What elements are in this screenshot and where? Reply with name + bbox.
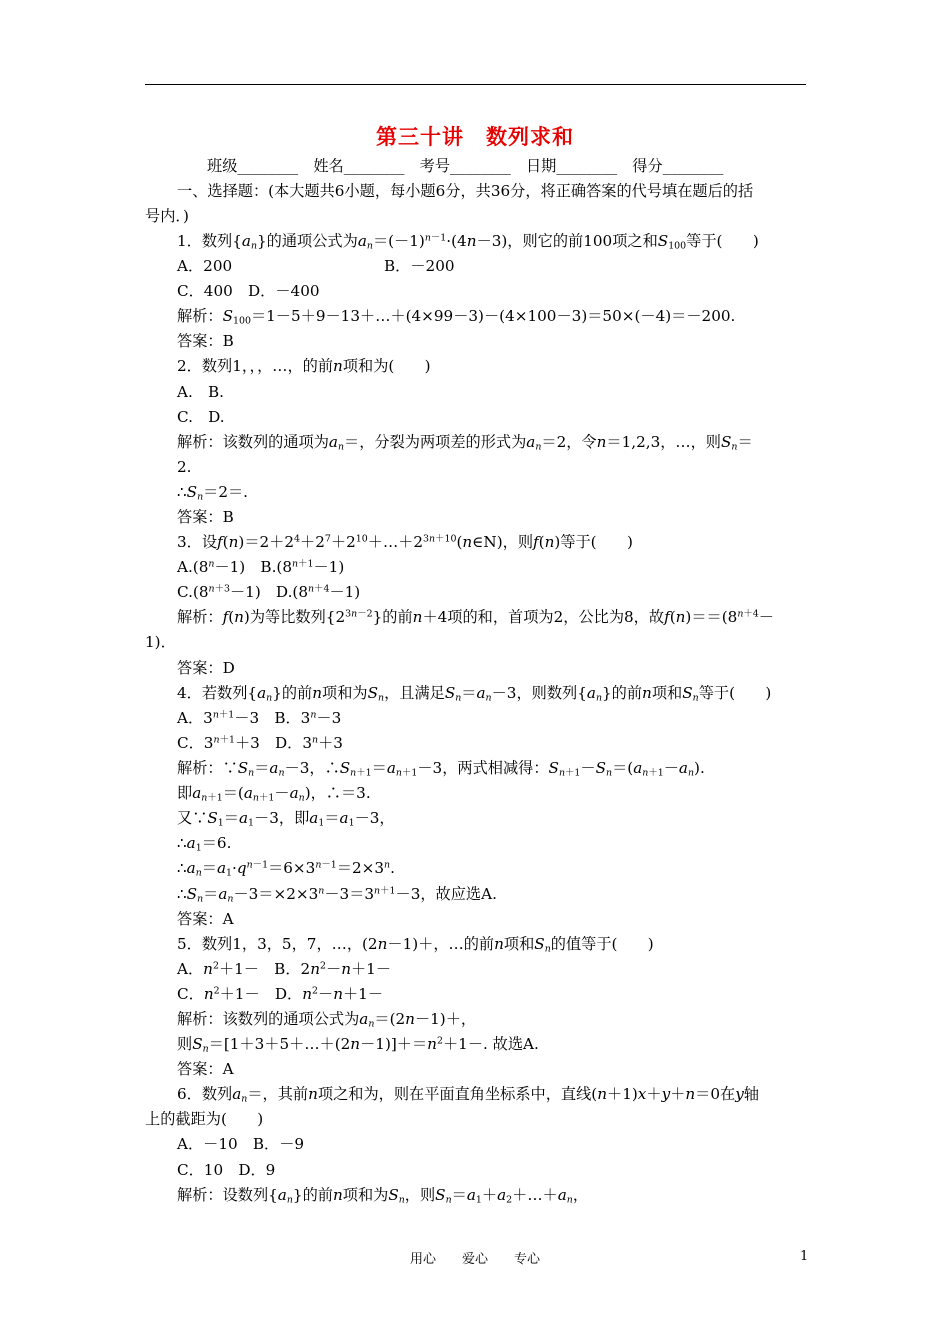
text-line: 解析：f(n)为等比数列$\{2^{3n-2}\}$的前n＋4项的和，首项为2，公比为8，故$f(n)==(8^{n+4}-$	[177, 608, 774, 626]
text-line: 解析：该数列的通项公式为$a_n=(2n-1)+$，	[177, 1010, 477, 1030]
text-line: $\therefore S_n=2=$.	[177, 483, 249, 503]
page-number: 1	[800, 1249, 809, 1264]
text-line: 解析：该数列的通项为$a_n=$，分裂为两项差的形式为$a_n=2$，令n＝1,2,3，…，则$S_n=$	[177, 433, 753, 453]
text-line: 解析：设数列$\{a_n\}$的前n项和为$S_n$，则$S_n=a_1+a_2+\dots+a_n$，	[177, 1186, 589, 1206]
text-line: 上的截距为( )	[145, 1110, 264, 1128]
text-line: 号内．)	[145, 207, 189, 225]
text-line: $A.(8^n-1)$ $B.(8^{n+1}-1)$	[177, 558, 345, 576]
text-line: C．400 D．－400	[177, 282, 320, 300]
text-line: 答案：B	[177, 508, 234, 526]
text-line: A．200 B．－200	[177, 257, 455, 275]
student-info-line: 班级________ 姓名________ 考号________ 日期________ 得分________	[207, 157, 724, 175]
text-line: 则$S_n=[1+3+5+\dots+(2n-1)]+=n^2+1-$. 故选A.	[177, 1035, 539, 1055]
text-line: A．－10 B．－9	[177, 1135, 305, 1153]
text-line: A．$n^2+1-$ B．$2n^2-n+1-$	[177, 960, 392, 978]
footer-text: 用心 爱心 专心	[409, 1252, 540, 1267]
text-line: 答案：A	[177, 910, 234, 928]
text-line: 又$\because S_1=a_1-3$，即$a_1=a_1-3$，	[177, 809, 395, 829]
text-line: C．$3^{n+1}+3$ D．$3^n+3$	[177, 734, 343, 752]
text-line: C. D.	[177, 408, 225, 426]
text-line: C．10 D．9	[177, 1161, 276, 1179]
text-line: $\therefore a_1=6$.	[177, 834, 232, 854]
text-line: $C.(8^{n+3}-1)$ $D.(8^{n+4}-1)$	[177, 583, 361, 601]
text-line: 答案：D	[177, 659, 235, 677]
text-line: 答案：B	[177, 332, 234, 350]
text-line: 6．数列$a_n=$，其前n项之和为，则在平面直角坐标系中，直线(n＋1)x＋y＋n＝0在y轴	[177, 1085, 759, 1105]
text-line: $\therefore a_n=a_1\cdot q^{n-1}=6\times 3^{n-1}=2\times 3^n$.	[177, 859, 395, 879]
text-line: 解析：$\because S_n=a_n-3$，$\therefore S_{n+1}=a_{n+1}-3$，两式相减得：$S_{n+1}-S_n=(a_{n+1}-a_n)$.	[177, 759, 705, 779]
header-rule	[145, 84, 806, 85]
text-line: 2.	[177, 458, 192, 476]
text-line: 1)．	[145, 633, 176, 651]
text-line: 1．数列$\{a_n\}$的通项公式为$a_n=(-1)^{n-1}\cdot(4n-3)$，则它的前100项之和$S_{100}$等于( )	[177, 232, 759, 252]
page-title: 第三十讲 数列求和	[376, 124, 574, 149]
text-line: 3．设$f(n)=2+2^4+2^7+2^{10}+\dots+2^{3n+10}(n\in N)$，则f(n)等于( )	[177, 533, 633, 551]
text-line: 答案：A	[177, 1060, 234, 1078]
text-line: $\therefore S_n=a_n-3=\times 2\times 3^n-3=3^{n+1}-3$，故应选A.	[177, 885, 497, 905]
text-line: 即$a_{n+1}=(a_{n+1}-a_n)$，∴＝3.	[177, 784, 371, 804]
text-line: 4．若数列$\{a_n\}$的前n项和为$S_n$，且满足$S_n=a_n-3$，则数列$\{a_n\}$的前n项和$S_n$等于( )	[177, 684, 772, 704]
text-line: 一、选择题：(本大题共6小题，每小题6分，共36分，将正确答案的代号填在题后的括	[177, 182, 754, 200]
text-line: 解析：$S_{100}=1-5+9-13+\dots+(4\times 99-3)-(4\times 100-3)=50\times(-4)=-200$.	[177, 307, 736, 327]
text-line: C．$n^2+1-$ D．$n^2-n+1-$	[177, 985, 384, 1003]
text-line: 2．数列1，，，…，的前n项和为( )	[177, 357, 431, 375]
text-line: 5．数列1，3，5，7，…，(2n－1)＋，…的前n项和$S_n$的值等于( )	[177, 935, 654, 955]
text-line: A．$3^{n+1}-3$ B．$3^n-3$	[177, 709, 342, 727]
text-line: A. B.	[177, 383, 224, 401]
